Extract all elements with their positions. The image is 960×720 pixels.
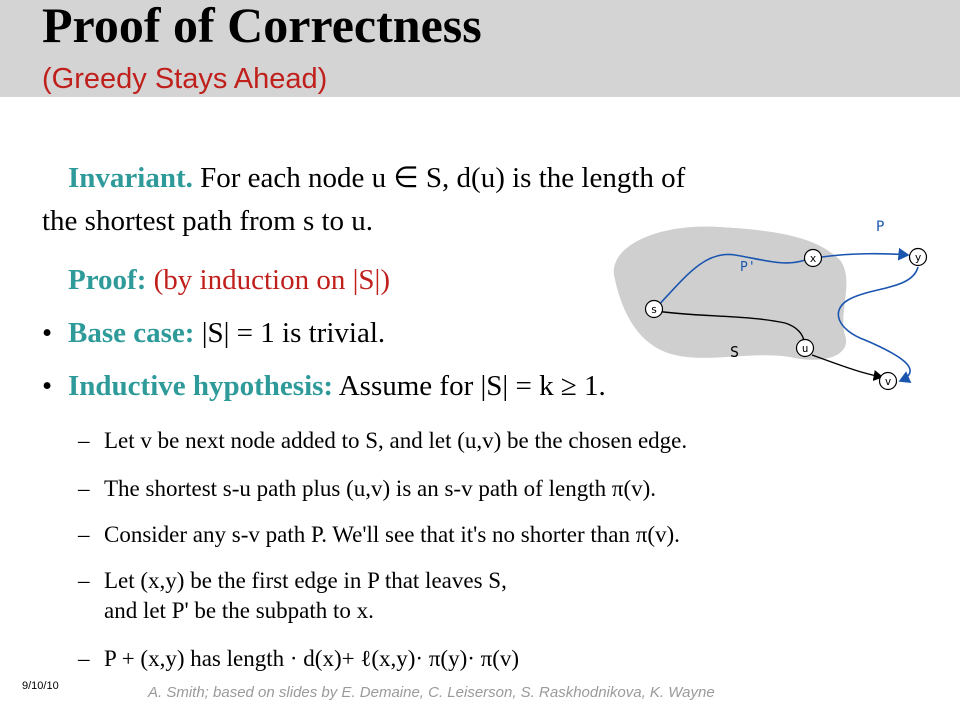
edge-u-to-v [812,355,882,377]
svg-text:u: u [801,342,809,355]
proof-text: (by induction on |S|) [153,264,390,296]
label-s-region: S [730,343,740,361]
svg-text:y: y [914,251,922,264]
sub-item-continuation: and let P' be the subpath to x. [104,598,374,623]
dash-marker: – [78,476,90,501]
svg-text:x: x [809,252,817,265]
node-s [646,301,663,318]
dash-marker: – [78,522,90,547]
base-case-text: |S| = 1 is trivial. [201,317,386,349]
invariant-text: For each node u ∈ S, d(u) is the length of [200,162,686,194]
proof-line [68,264,390,297]
invariant-line [68,160,685,195]
slide-credit: A. Smith; based on slides by E. Demaine, C. Leiserson, S. Raskhodnikova, K. Wayne [148,684,715,701]
proof-label: Proof: [68,264,147,296]
sub-item: Consider any s-v path P. We'll see that it's no shorter than π(v). [104,522,680,547]
region-s-shape [614,227,847,360]
base-case-label: Base case: [68,317,195,349]
slide-date: 9/10/10 [22,680,59,692]
inductive-hypothesis-line [68,370,606,403]
svg-text:s: s [650,303,658,316]
sub-item: Let v be next node added to S, and let (u,v) be the chosen edge. [104,428,688,453]
inductive-hypothesis-text: Assume for |S| = k ≥ 1. [338,370,606,402]
node-u [797,340,814,357]
svg-text:v: v [884,375,892,388]
node-x [805,250,822,267]
base-case-line [68,317,385,350]
dash-marker: – [78,646,90,671]
sub-item: Let (x,y) be the first edge in P that leaves S, [104,568,507,593]
path-y-to-v [838,267,918,381]
shortest-path-diagram [600,205,940,395]
node-v [880,373,897,390]
label-p: P [876,219,885,235]
label-p-prime: P' [740,260,756,275]
sub-item: P + (x,y) has length · d(x)+ ℓ(x,y)· π(y)· π(v) [104,646,520,671]
bullet-marker: • [42,370,53,402]
slide-subtitle: (Greedy Stays Ahead) [42,63,328,95]
inductive-hypothesis-label: Inductive hypothesis: [68,370,334,402]
sub-item: The shortest s-u path plus (u,v) is an s-v path of length π(v). [104,476,657,501]
node-y [910,249,927,266]
dash-marker: – [78,568,90,593]
slide-title: Proof of Correctness [42,0,482,53]
bullet-marker: • [42,317,53,349]
invariant-continuation: the shortest path from s to u. [42,205,374,237]
invariant-label: Invariant. [68,162,193,194]
dash-marker: – [78,428,90,453]
